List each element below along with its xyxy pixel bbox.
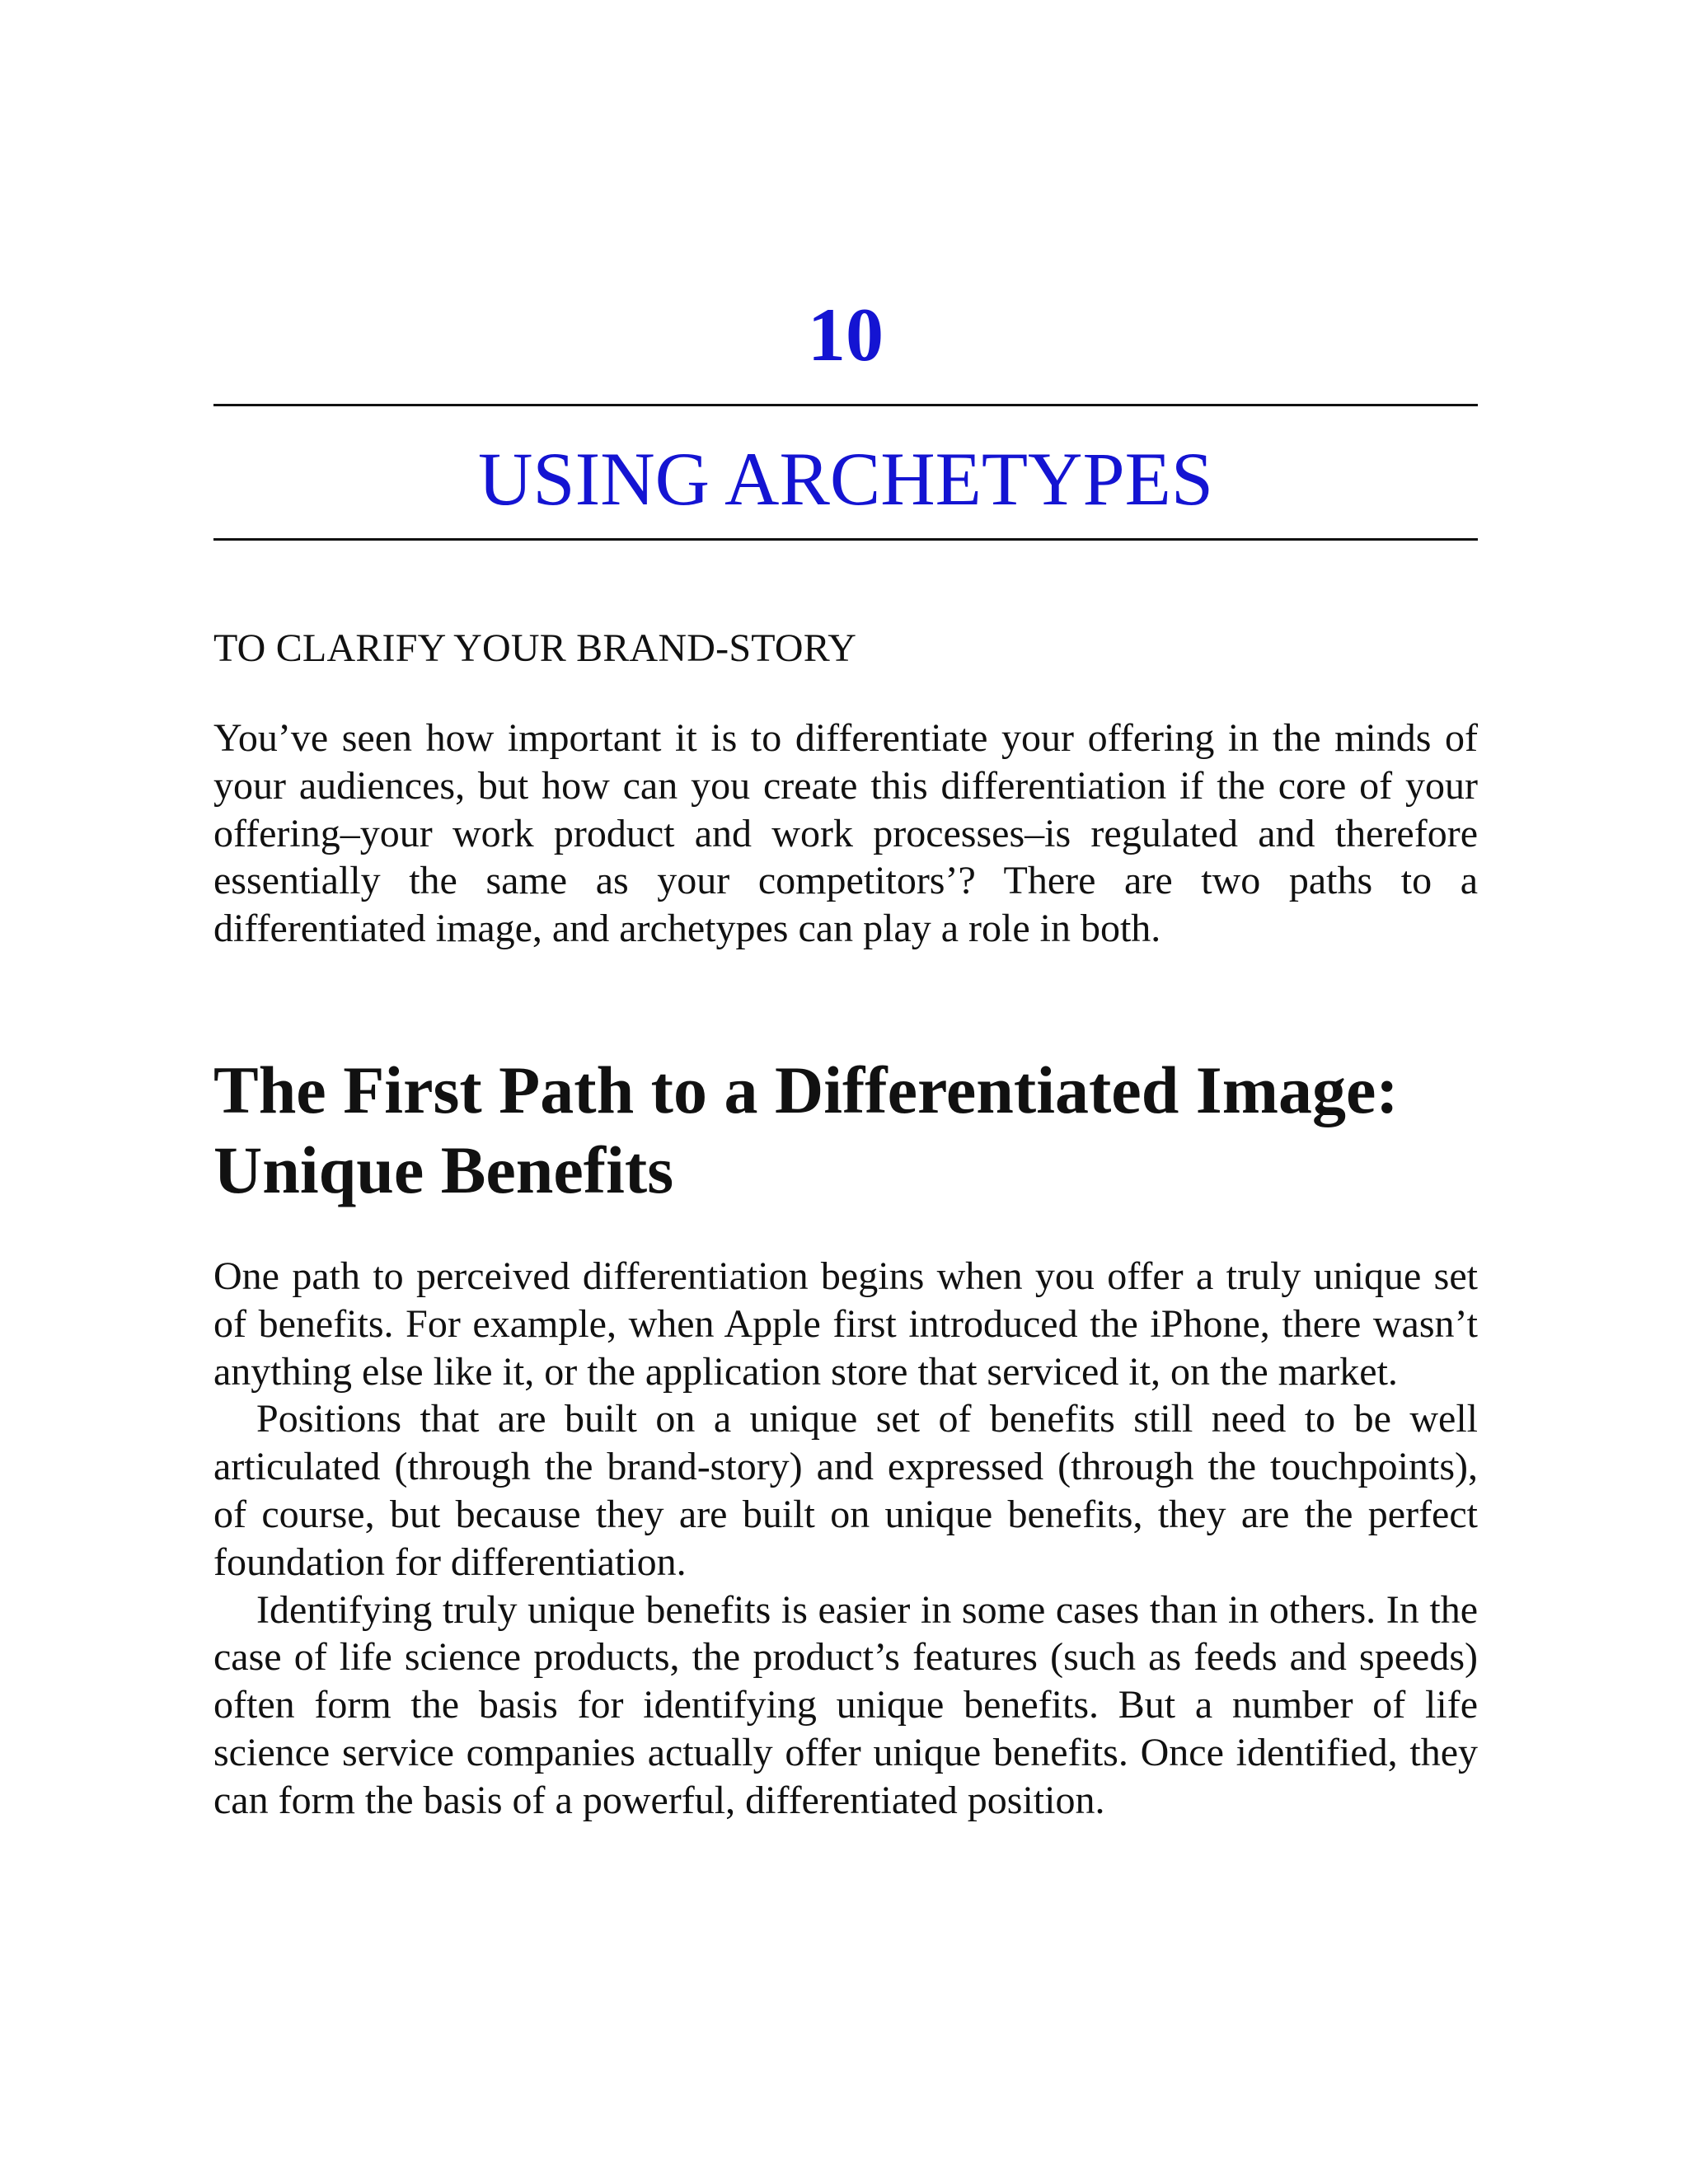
section-heading: The First Path to a Differentiated Image: Unique Benefits	[213, 1052, 1399, 1207]
body-paragraph: Positions that are built on a unique set of benefits still need to be well articulated (through the brand-story) and expressed (through the touchpoints), of course, but because they are built on unique benefits, they are the perfect foundation for differentiation.	[213, 1397, 1478, 1584]
chapter-number: 10	[808, 293, 884, 377]
body-paragraph: Identifying truly unique benefits is easier in some cases than in others. In the case of life science products, the product’s features (such as feeds and speeds) often form the basis for identifying unique benefits. But a number of life science service companies actually offer unique benefits. Once identified, they can form the basis of a powerful, differentiated position.	[213, 1587, 1478, 1822]
body-paragraph: One path to perceived differentiation begins when you offer a truly unique set of benefits. For example, when Apple first introduced the iPhone, there wasn’t anything else like it, or the application store that serviced it, on the market.	[213, 1254, 1478, 1394]
intro-paragraph: You’ve seen how important it is to differentiate your offering in the minds of your audiences, but how can you create this differentiation if the core of your offering–your work product and work processes–is regulated and therefore essentially the same as your competitors’? There are two paths to a differentiated image, and archetypes can play a role in both.	[213, 716, 1478, 951]
chapter-title: USING ARCHETYPES	[477, 437, 1213, 521]
chapter-subtitle: TO CLARIFY YOUR BRAND-STORY	[213, 626, 857, 670]
book-page	[213, 293, 1478, 1825]
chapter-rule-bottom	[213, 538, 1478, 541]
